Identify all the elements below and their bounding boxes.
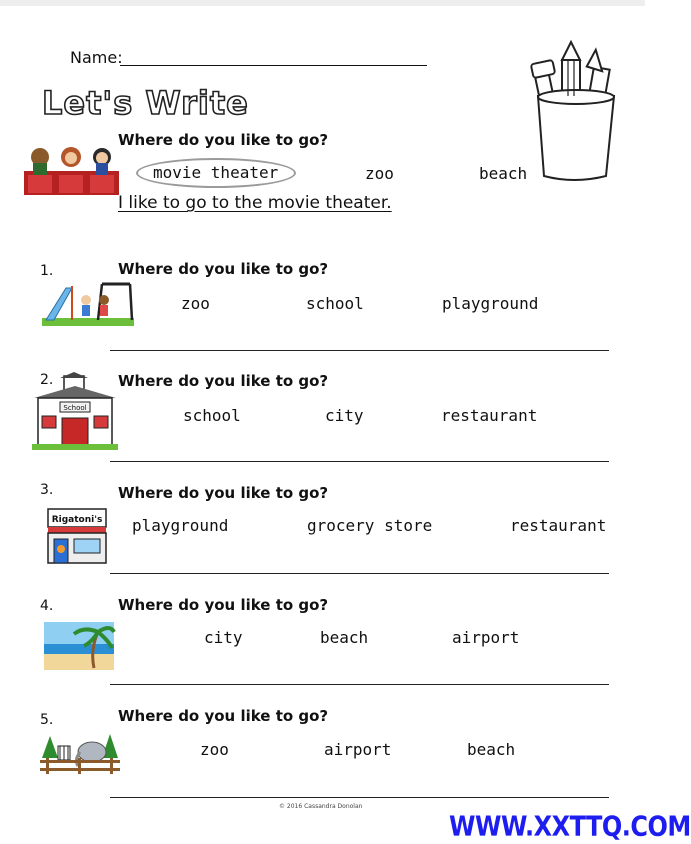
item-question: Where do you like to go?	[118, 484, 329, 502]
choice-airport[interactable]: airport	[324, 740, 392, 759]
example-question: Where do you like to go?	[118, 131, 329, 149]
answer-line[interactable]	[110, 350, 609, 351]
movie-theater-icon	[24, 143, 119, 195]
playground-icon	[42, 278, 134, 326]
item-number: 1.	[40, 263, 54, 279]
item-number: 2.	[40, 372, 54, 388]
page-title-text: Let's Write	[42, 84, 249, 122]
item-question: Where do you like to go?	[118, 707, 329, 725]
choice-restaurant[interactable]: restaurant	[441, 406, 538, 425]
page-title	[40, 82, 250, 122]
example-answer-sentence: I like to go to the movie theater.	[118, 193, 392, 213]
top-edge	[0, 0, 645, 6]
answer-line[interactable]	[110, 461, 609, 462]
choice-restaurant[interactable]: restaurant	[510, 516, 607, 535]
choice-city[interactable]: city	[204, 628, 243, 647]
choice-playground[interactable]: playground	[132, 516, 229, 535]
item-number: 3.	[40, 482, 54, 498]
item-number: 4.	[40, 598, 54, 614]
answer-line[interactable]	[110, 684, 609, 685]
example-choice-movie-theater[interactable]: movie theater	[153, 163, 279, 182]
item-question: Where do you like to go?	[118, 596, 329, 614]
restaurant-sign-text: Rigatoni's	[51, 515, 103, 525]
copyright-text: © 2016 Cassandra Donolan	[279, 803, 363, 810]
choice-playground[interactable]: playground	[442, 294, 539, 313]
beach-palm-icon	[44, 622, 114, 670]
item-question: Where do you like to go?	[118, 372, 329, 390]
answer-line[interactable]	[110, 797, 609, 798]
restaurant-icon	[46, 505, 108, 565]
pencil-cup-icon	[524, 40, 624, 182]
choice-grocery-store[interactable]: grocery store	[307, 516, 433, 535]
zoo-animals-icon	[40, 730, 120, 774]
example-choice-zoo[interactable]: zoo	[365, 164, 394, 183]
choice-zoo[interactable]: zoo	[181, 294, 210, 313]
school-sign-text: School	[63, 404, 87, 412]
choice-school[interactable]: school	[183, 406, 241, 425]
school-building-icon	[32, 372, 118, 450]
choice-city[interactable]: city	[325, 406, 364, 425]
choice-zoo[interactable]: zoo	[200, 740, 229, 759]
choice-beach[interactable]: beach	[467, 740, 516, 759]
example-choice-beach[interactable]: beach	[479, 164, 528, 183]
choice-airport[interactable]: airport	[452, 628, 520, 647]
name-line[interactable]	[120, 65, 427, 66]
item-number: 5.	[40, 712, 54, 728]
answer-line[interactable]	[110, 573, 609, 574]
choice-school[interactable]: school	[306, 294, 364, 313]
name-label: Name:	[70, 48, 123, 67]
choice-beach[interactable]: beach	[320, 628, 369, 647]
watermark-text: WWW.XXTTQ.COM	[449, 810, 691, 843]
item-question: Where do you like to go?	[118, 260, 329, 278]
